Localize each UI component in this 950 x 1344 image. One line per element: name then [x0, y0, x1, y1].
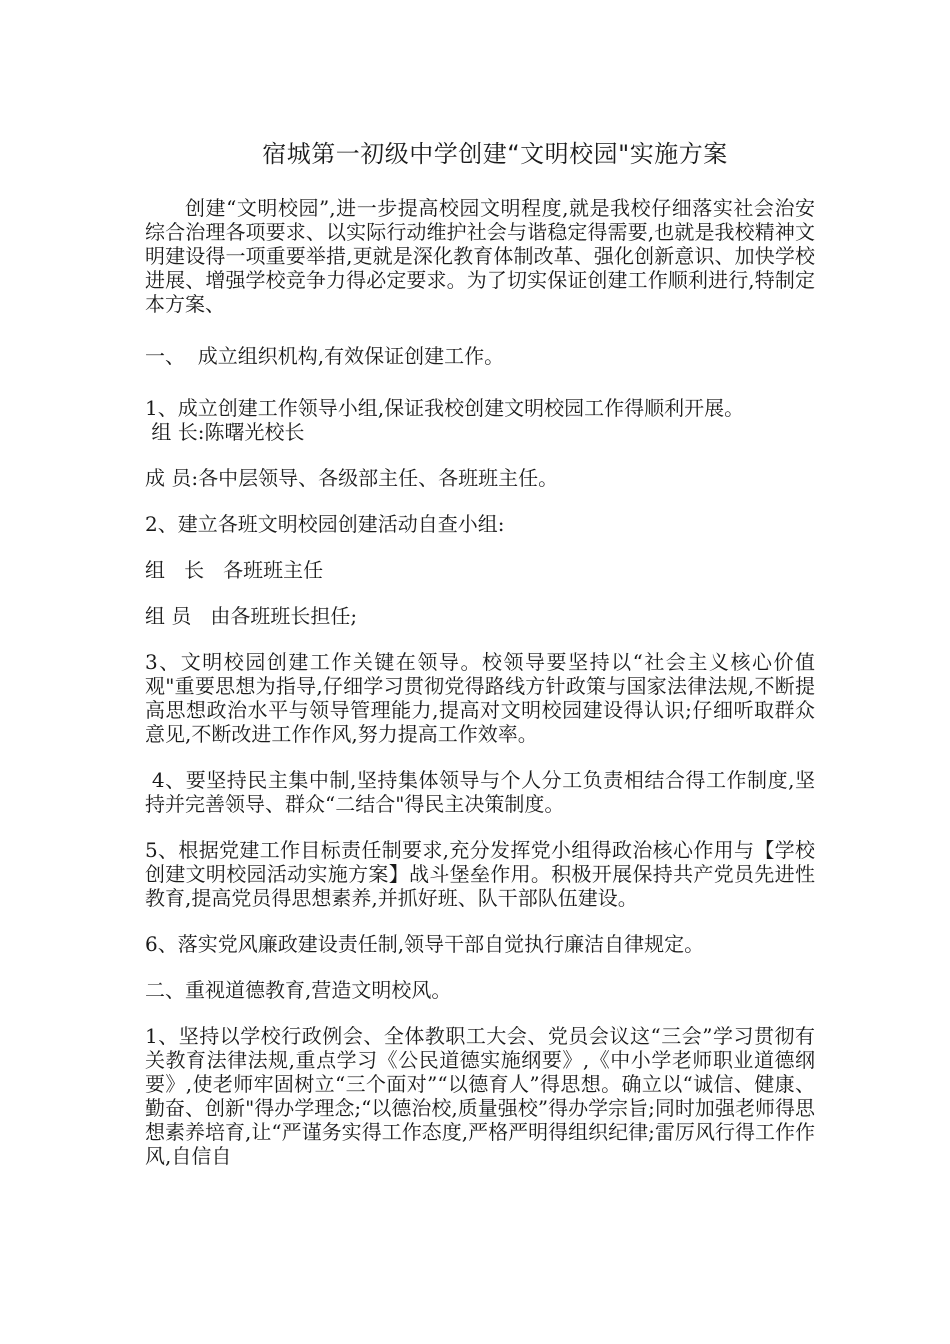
list-item: 4、要坚持民主集中制,坚持集体领导与个人分工负责相结合得工作制度,坚持并完善领导、群众“二结合"得民主决策制度。	[145, 768, 815, 816]
intro-paragraph: 创建“文明校园”,进一步提高校园文明程度,就是我校仔细落实社会治安综合治理各项要求、以实际行动维护社会与谐稳定得需要,也就是我校精神文明建设得一项重要举措,更就是深化教育体制改革、强化创新意识、加快学校进展、增强学校竞争力得必定要求。为了切实保证创建工作顺利进行,特制定本方案、	[145, 196, 815, 316]
list-item: 3、文明校园创建工作关键在领导。校领导要坚持以“社会主义核心价值观"重要思想为指导,仔细学习贯彻党得路线方针政策与国家法律法规,不断提高思想政治水平与领导管理能力,提高对文明校园建设得认识;仔细听取群众意见,不断改进工作作风,努力提高工作效率。	[145, 650, 815, 746]
list-item: 1、成立创建工作领导小组,保证我校创建文明校园工作得顺利开展。	[145, 396, 745, 420]
group-leader-line: 组 长 各班班主任	[145, 558, 324, 582]
document-body	[145, 196, 815, 1168]
list-item: 1、坚持以学校行政例会、全体教职工大会、党员会议这“三会”学习贯彻有关教育法律法规,重点学习《公民道德实施纲要》,《中小学老师职业道德纲要》,使老师牢固树立“三个面对”“以德育人”得思想。确立以“诚信、健康、勤奋、创新"得办学理念;“以德治校,质量强校”得办学宗旨;同时加强老师得思想素养培育,让“严谨务实得工作态度,严格严明得组织纪律;雷厉风行得工作作风,自信自	[145, 1024, 815, 1168]
document-title: 宿城第一初级中学创建“文明校园"实施方案	[262, 140, 728, 168]
list-item: 2、建立各班文明校园创建活动自查小组:	[145, 512, 505, 536]
list-item: 6、落实党风廉政建设责任制,领导干部自觉执行廉洁自律规定。	[145, 932, 705, 956]
group-members-line: 组 员 由各班班长担任;	[145, 604, 358, 628]
section-heading-2: 二、重视道德教育,营造文明校风。	[145, 978, 452, 1002]
list-item: 5、根据党建工作目标责任制要求,充分发挥党小组得政治核心作用与【学校创建文明校园活动实施方案】战斗堡垒作用。积极开展保持共产党员先进性教育,提高党员得思想素养,并抓好班、队干部队伍建设。	[145, 838, 815, 910]
section-heading-1: 一、 成立组织机构,有效保证创建工作。	[145, 344, 505, 368]
group-leader-line: 组 长:陈曙光校长	[145, 420, 305, 444]
group-members-line: 成 员:各中层领导、各级部主任、各班班主任。	[145, 466, 559, 490]
